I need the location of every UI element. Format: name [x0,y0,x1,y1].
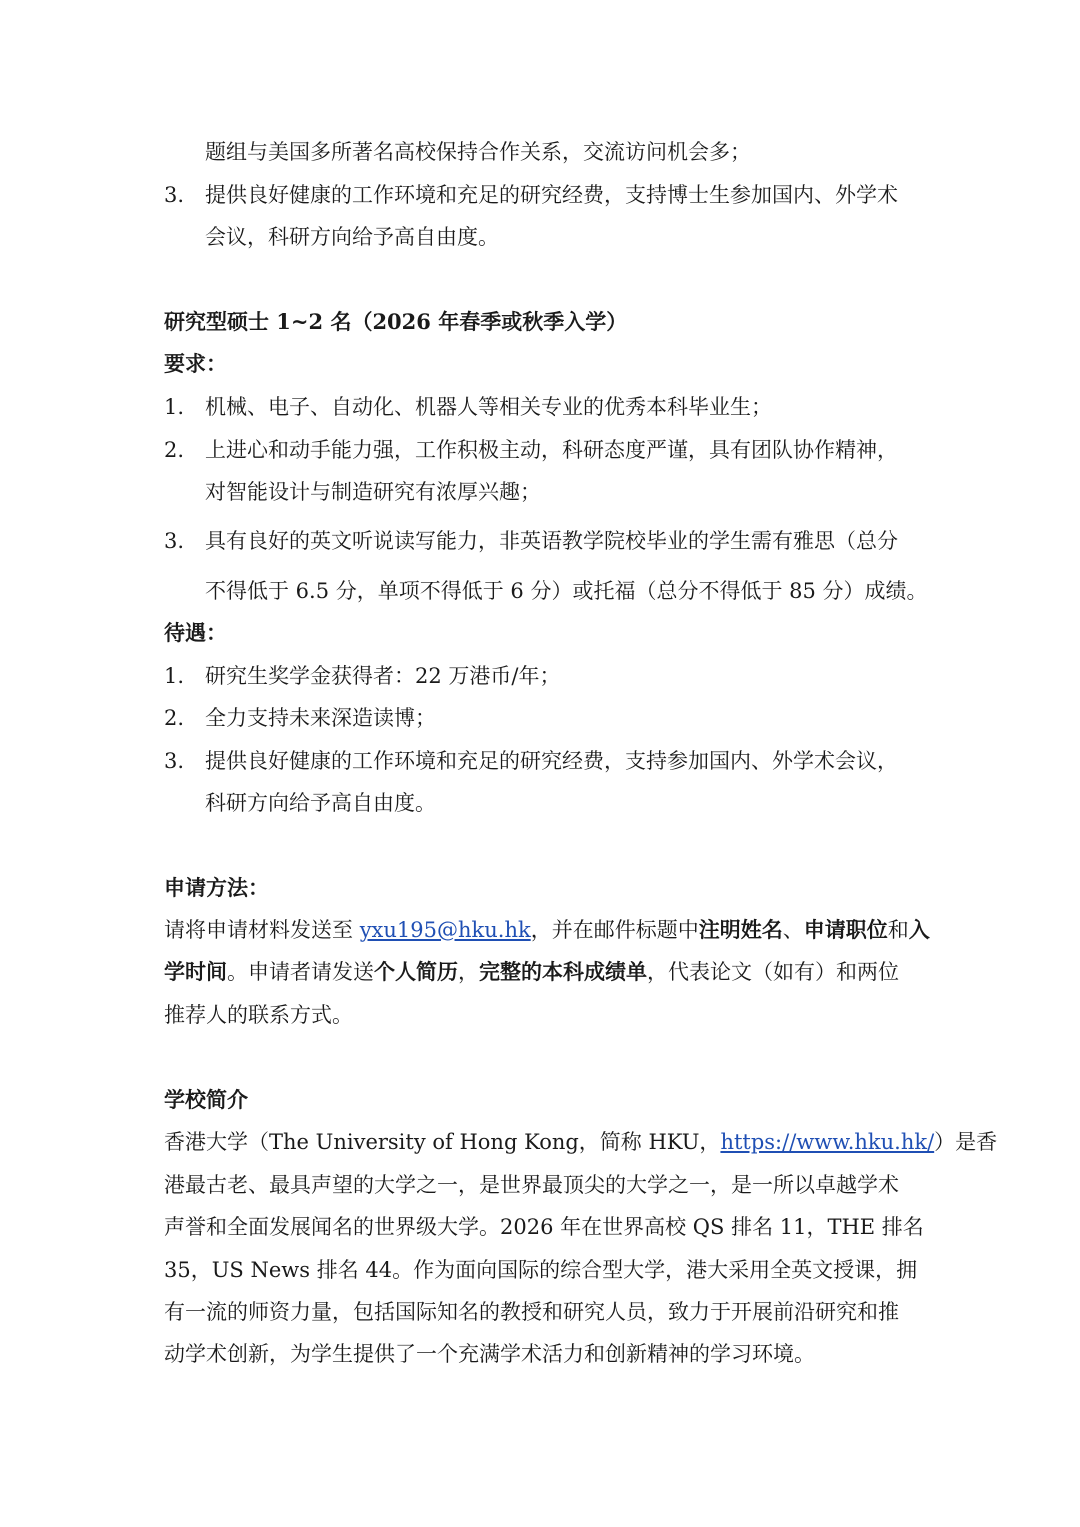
list-number: 3. [164,183,185,207]
requirement-item: 具有良好的英文听说读写能力，非英语教学院校毕业的学生需有雅思（总分 [205,529,898,553]
list-item-continuation: 题组与美国多所著名高校保持合作关系，交流访问机会多； [205,140,751,164]
benefit-item: 全力支持未来深造读博； [205,706,436,730]
apply-text: ，并在邮件标题中 [530,918,699,942]
list-item: 提供良好健康的工作环境和充足的研究经费，支持博士生参加国内、外学术 [205,183,898,207]
requirement-item-continuation: 不得低于 6.5 分，单项不得低于 6 分）或托福（总分不得低于 85 分）成绩。 [205,579,928,603]
apply-paragraph-line: 推荐人的联系方式。 [164,1003,353,1027]
requirement-item-continuation: 对智能设计与制造研究有浓厚兴趣； [205,480,541,504]
school-text: 香港大学（The University of Hong Kong，简称 HKU， [164,1130,721,1154]
apply-text: ，代表论文（如有）和两位 [647,960,899,984]
benefits-heading: 待遇： [164,620,227,645]
apply-emphasis: 入 [908,917,930,942]
school-paragraph-line: 港最古老、最具声望的大学之一，是世界最顶尖的大学之一，是一所以卓越学术 [164,1173,899,1197]
list-number: 3. [164,529,185,553]
benefit-item-continuation: 科研方向给予高自由度。 [205,791,436,815]
apply-text: 请将申请材料发送至 [164,918,360,942]
apply-emphasis: 个人简历 [374,959,458,984]
apply-text: 和 [887,918,909,942]
email-link[interactable]: yxu195@hku.hk [359,918,531,942]
school-paragraph-line: 动学术创新，为学生提供了一个充满学术活力和创新精神的学习环境。 [164,1342,815,1366]
benefit-item: 提供良好健康的工作环境和充足的研究经费，支持参加国内、外学术会议， [205,749,898,773]
apply-text: 、 [782,918,804,942]
apply-paragraph-line [164,916,930,944]
list-item-continuation: 会议，科研方向给予高自由度。 [205,225,499,249]
apply-emphasis: 注明姓名 [698,917,783,942]
apply-paragraph-line [164,958,899,986]
list-number: 1. [164,664,185,688]
apply-heading: 申请方法： [164,875,269,900]
school-paragraph-line: 35，US News 排名 44。作为面向国际的综合型大学，港大采用全英文授课，拥 [164,1258,918,1282]
list-number: 2. [164,706,185,730]
school-paragraph-line: 声誉和全面发展闻名的世界级大学。2026 年在世界高校 QS 排名 11，THE 排名 [164,1215,924,1239]
requirement-item: 上进心和动手能力强，工作积极主动，科研态度严谨，具有团队协作精神， [205,438,898,462]
list-number: 2. [164,438,185,462]
school-paragraph-line: 有一流的师资力量，包括国际知名的教授和研究人员，致力于开展前沿研究和推 [164,1300,899,1324]
school-heading: 学校简介 [164,1087,248,1112]
requirements-heading: 要求： [164,351,227,376]
apply-emphasis: 完整的本科成绩单 [479,959,647,984]
apply-emphasis: 学时间 [164,959,227,984]
apply-text: ， [458,960,479,984]
list-number: 1. [164,395,185,419]
school-paragraph-line [164,1128,997,1156]
apply-text: 。申请者请发送 [227,960,374,984]
requirement-item: 机械、电子、自动化、机器人等相关专业的优秀本科毕业生； [205,395,772,419]
school-text: ）是香 [934,1130,998,1154]
section-title-masters: 研究型硕士 1~2 名（2026 年春季或秋季入学） [164,309,628,334]
apply-emphasis: 申请职位 [803,917,888,942]
list-number: 3. [164,749,185,773]
benefit-item: 研究生奖学金获得者：22 万港币/年； [205,664,561,688]
website-link[interactable]: https://www.hku.hk/ [720,1130,935,1154]
